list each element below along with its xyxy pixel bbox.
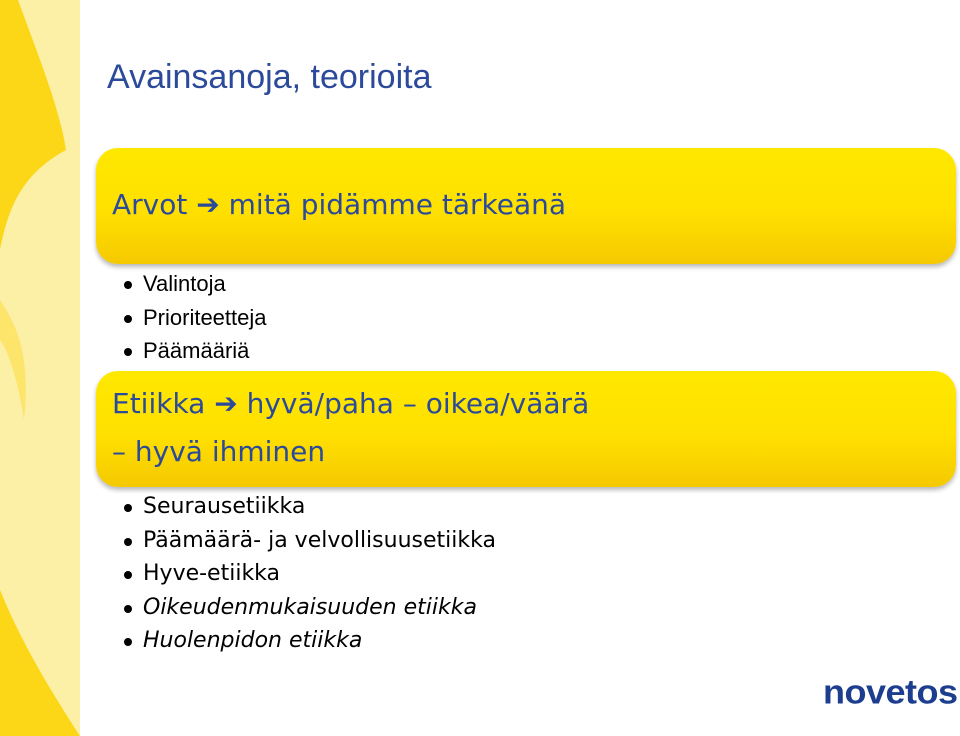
arvot-band [96,148,956,264]
list-item: Prioriteetteja [124,301,267,335]
list-item: Päämääriä [124,334,267,368]
list-item: Huolenpidon etiikka [124,624,496,658]
etiikka-heading [112,387,589,420]
list-item: Hyve-etiikka [124,557,496,591]
arvot-bullet-list [124,267,267,368]
etiikka-bullet-list [124,490,496,658]
right-arrow-icon: ➔ [214,387,238,420]
etiikka-description: hyvä/paha – oikea/väärä [246,387,590,420]
arvot-description: mitä pidämme tärkeänä [228,188,567,221]
list-item: Seurausetiikka [124,490,496,524]
list-item: Oikeudenmukaisuuden etiikka [124,591,496,625]
etiikka-second-line: – hyvä ihminen [112,435,326,468]
list-item: Päämäärä- ja velvollisuusetiikka [124,524,496,558]
right-arrow-icon: ➔ [196,188,220,221]
arvot-heading [112,188,566,221]
etiikka-band [96,371,956,487]
list-item: Valintoja [124,267,267,301]
etiikka-word: Etiikka [112,387,206,420]
arvot-word: Arvot [112,188,188,221]
slide-title: Avainsanoja, teorioita [107,58,432,96]
novetos-logo: novetos [823,672,958,711]
